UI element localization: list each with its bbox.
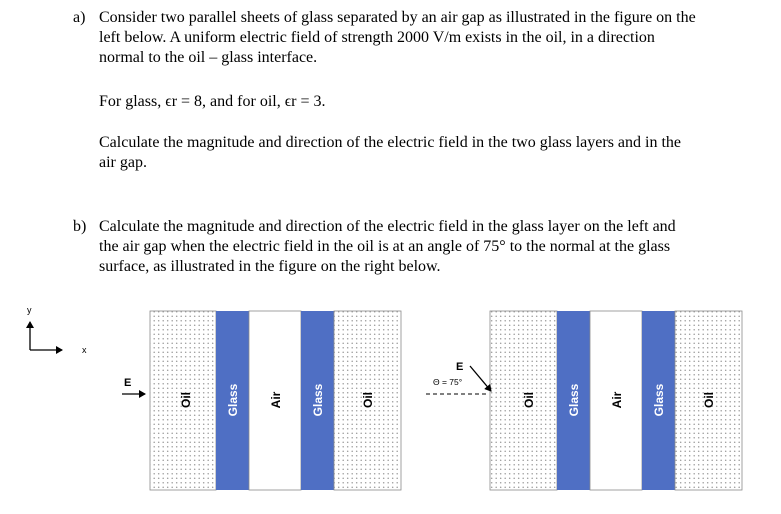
question-a-intro-line-3: normal to the oil – glass interface. xyxy=(99,49,318,66)
left-oil-label-2: Oil xyxy=(361,391,375,409)
right-air-label: Air xyxy=(610,391,624,409)
question-b-line-1: Calculate the magnitude and direction of the electric field in the glass layer on the left and xyxy=(99,218,676,235)
question-a-intro-line-1: Consider two parallel sheets of glass separated by an air gap as illustrated in the figure on the xyxy=(99,9,696,26)
right-glass-label-2: Glass xyxy=(652,383,666,417)
left-glass-label-1: Glass xyxy=(226,383,240,417)
question-a-task-line-2: air gap. xyxy=(99,154,147,171)
left-glass-label-2: Glass xyxy=(311,383,325,417)
question-b-label: b) xyxy=(73,218,87,235)
right-glass-label-1: Glass xyxy=(567,383,581,417)
permittivity-line: For glass, ϵr = 8, and for oil, ϵr = 3. xyxy=(99,93,326,110)
right-oil-label-2: Oil xyxy=(702,391,716,409)
right-angle-label: Θ = 75° xyxy=(433,377,463,387)
left-field-label: E xyxy=(124,377,132,389)
left-figure xyxy=(122,311,401,490)
question-a-intro-line-2: left below. A uniform electric field of strength 2000 V/m exists in the oil, in a direction xyxy=(99,29,655,46)
right-field-arrow xyxy=(470,366,491,391)
right-figure xyxy=(426,311,742,490)
left-air-label: Air xyxy=(269,391,283,409)
axes xyxy=(27,305,87,355)
left-oil-label-1: Oil xyxy=(179,391,193,409)
right-field-label: E xyxy=(456,361,464,373)
question-a-label: a) xyxy=(73,9,86,26)
question-a-task-line-1: Calculate the magnitude and direction of the electric field in the two glass layers and in the xyxy=(99,134,682,151)
x-axis-label: x xyxy=(82,345,87,355)
y-axis-label: y xyxy=(27,305,32,315)
question-b-line-3: surface, as illustrated in the figure on the right below. xyxy=(99,258,441,275)
question-b-line-2: the air gap when the electric field in the oil is at an angle of 75° to the normal at the glass xyxy=(99,238,671,255)
right-oil-label-1: Oil xyxy=(522,391,536,409)
